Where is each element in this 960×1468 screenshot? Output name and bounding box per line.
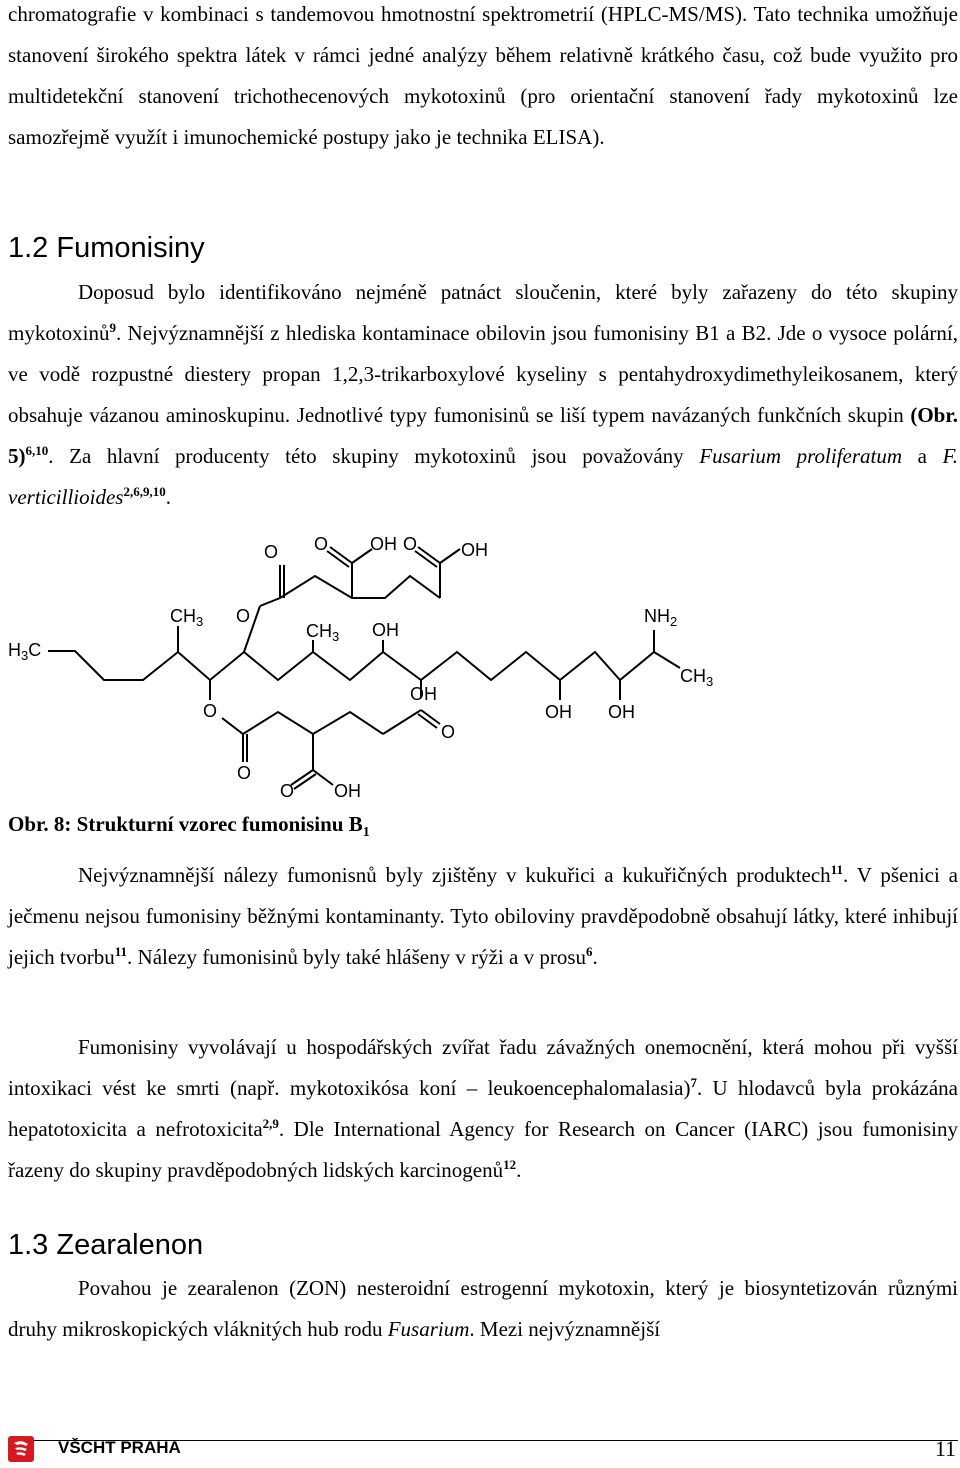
citation: 6	[586, 944, 593, 959]
text-run: .	[516, 1158, 522, 1182]
atom-label: OH	[608, 702, 635, 722]
atom-label: OH	[334, 781, 361, 801]
atom-label: $CH_3$	[680, 666, 714, 689]
atom-label: O	[441, 722, 456, 742]
atom-label: OH	[545, 702, 572, 722]
atom-label: OH	[410, 684, 437, 704]
caption-text: Obr. 8: Strukturní vzorec fumonisinu B	[8, 812, 363, 836]
text-run: . Nejvýznamnější z hlediska kontaminace obilovin jsou fumonisiny B1 a B2. Jde o vysoce polární, ve vodě rozpustné diestery propan 1,2,3-trikarboxylové kyseliny s pentahydroxydimethyleikosanem, který obsahuje vázanou aminoskupinu. Jednotlivé typy fumonisinů se liší typem navázaných funkčních skupin	[8, 321, 958, 427]
vscht-logo-icon	[8, 1436, 34, 1462]
atom-label: O	[264, 542, 279, 562]
atom-label: OH	[370, 534, 397, 554]
text-run: .	[592, 945, 598, 969]
figure-reference: (Obr. 5)	[8, 403, 958, 468]
figure-caption	[8, 806, 370, 842]
citation: 2,9	[262, 1116, 279, 1131]
text-run: .	[165, 485, 171, 509]
fumonisiny-paragraph-2	[8, 855, 958, 978]
atom-label: $CH_3$	[170, 606, 204, 629]
fumonisin-b1-structure	[0, 520, 960, 810]
citation: 6,10	[25, 443, 49, 458]
atom-label: $CH_3$	[306, 621, 340, 644]
atom-label: OH	[372, 620, 399, 640]
intro-text: chromatografie v kombinaci s tandemovou hmotnostní spektrometrií (HPLC-MS/MS). Tato technika umožňuje stanovení širokého spektra látek v rámci jedné analýzy během relativně krátkého času, což bude využito pro multidetekční stanovení trichothecenových mykotoxinů (pro orientační stanovení řady mykotoxinů lze samozřejmě využít i imunochemické postupy jako je technika ELISA).	[8, 2, 958, 149]
citation: 9	[109, 320, 117, 335]
text-run: . Nálezy fumonisinů byly také hlášeny v rýži a v prosu	[127, 945, 587, 969]
atom-label: O	[203, 701, 218, 721]
species-name: F. verticillioides	[8, 444, 959, 509]
text-run: Fumonisiny vyvolávají u hospodářských zvířat řadu závažných onemocnění, která mohou při vyšší intoxikaci vést ke smrti (např. mykotoxikósa koní – leukoencephalomalasia)	[8, 1035, 958, 1100]
text-run: a	[902, 444, 943, 468]
atom-label: O	[236, 606, 251, 626]
species-name: Fusarium proliferatum	[699, 444, 903, 468]
atom-label: O	[280, 781, 295, 801]
text-run: . U hlodavců byla prokázána hepatotoxicita a nefrotoxicita	[8, 1076, 959, 1141]
text-run: Povahou je zearalenon (ZON) nesteroidní estrogenní mykotoxin, který je biosyntetizován různými druhy mikroskopických vláknitých hub rodu	[8, 1276, 958, 1341]
fumonisiny-paragraph-3	[8, 1027, 958, 1191]
atom-label: OH	[461, 540, 488, 560]
caption-subscript: 1	[362, 825, 370, 841]
text-run: . Za hlavní producenty této skupiny mykotoxinů jsou považovány	[48, 444, 700, 468]
text-run: . Mezi nejvýznamnější	[469, 1317, 661, 1341]
atom-label: O	[403, 534, 418, 554]
page-number: 11	[934, 1436, 956, 1461]
citation: 12	[503, 1157, 517, 1172]
text-run: Doposud bylo identifikováno nejméně patnáct sloučenin, které byly zařazeny do této skupiny mykotoxinů	[8, 280, 958, 345]
atom-label: O	[237, 763, 252, 783]
footer-institution: VŠCHT PRAHA	[58, 1438, 181, 1457]
atom-label: O	[314, 534, 329, 554]
text-run: . V pšenici a ječmenu nejsou fumonisiny běžnými kontaminanty. Tyto obiloviny pravděpodobně obsahují látky, které inhibují jejich tvorbu	[8, 863, 958, 969]
text-run: . Dle International Agency for Research on Cancer (IARC) jsou fumonisiny řazeny do skupiny pravděpodobných lidských karcinogenů	[8, 1117, 958, 1182]
citation: 11	[114, 944, 128, 959]
atom-label: $NH_2$	[644, 606, 678, 629]
citation: 2,6,9,10	[123, 484, 166, 499]
genus-name: Fusarium	[387, 1317, 470, 1341]
citation: 7	[690, 1075, 697, 1090]
section-heading-zearalenon: 1.3 Zearalenon	[8, 1229, 204, 1261]
atom-label: $H_3C$	[8, 640, 42, 663]
fumonisiny-paragraph-1	[8, 272, 958, 518]
citation: 11	[830, 862, 843, 877]
zearalenon-paragraph	[8, 1268, 958, 1350]
section-heading-fumonisiny: 1.2 Fumonisiny	[8, 232, 205, 264]
text-run: Nejvýznamnější nálezy fumonisnů byly zjištěny v kukuřici a kukuřičných produktech	[78, 863, 831, 887]
intro-paragraph	[8, 0, 958, 158]
